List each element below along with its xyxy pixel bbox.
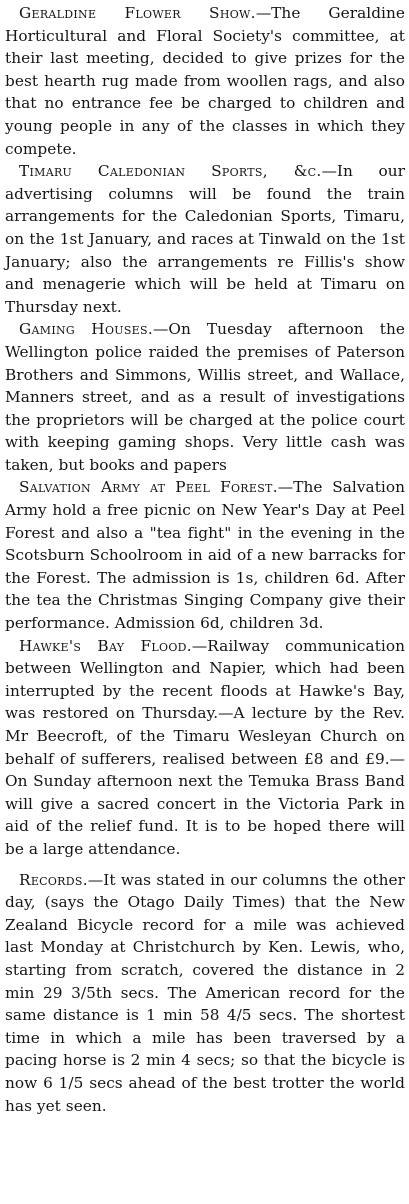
article-heading: Geraldine Flower Show. (19, 4, 256, 22)
article-hawkes-bay-flood (5, 635, 405, 861)
article-body: —The Salvation Army hold a free picnic on New Year's Day at Peel Forest and also a "tea fight" in the evening in the Scotsburn Schoolroom in aid of a new barracks for the Forest. The admission is 1s, children 6d. After the tea the Christmas Singing Company give their performance. Admission 6d, children 3d. (5, 478, 405, 633)
article-body: —It was stated in our columns the other day, (says the Otago Daily Times) that the New Zealand Bicycle record for a mile was achieved last Monday at Christchurch by Ken. Lewis, who, starting from scratch, covered the distance in 2 min 29 3/5th secs. The American record for the same distance is 1 min 58 4/5 secs. The shortest time in which a mile has been traversed by a pacing horse is 2 min 4 secs; so that the bicycle is now 6 1/5 secs ahead of the best trotter the world has yet seen. (5, 870, 405, 1115)
article-heading: Salvation Army at Peel Forest. (19, 478, 278, 497)
article-body: —The Geraldine Horticultural and Floral Society's committee, at their last meeting, decided to give prizes for the best hearth rug made from woollen rags, and also that no entrance fee be charged to children and young people in any of the classes in which they compete. (5, 4, 405, 158)
article-heading: Records. (19, 870, 88, 889)
article-heading: Gaming Houses. (19, 320, 153, 339)
article-gaming-houses (5, 318, 405, 476)
article-heading: Hawke's Bay Flood. (19, 636, 192, 655)
article-body: —In our advertising columns will be found the train arrangements for the Caledonian Sports, Timaru, on the 1st January, and races at Tinwald on the 1st January; also the arrangements re Fillis's show and menagerie which will be held at Timaru on Thursday next. (5, 162, 405, 316)
article-geraldine-flower-show (5, 2, 405, 160)
article-body: —On Tuesday afternoon the Wellington police raided the premises of Paterson Brothers and Simmons, Willis street, and Wallace, Manners street, and as a result of investigations the proprietors will be charged at the police court with keeping gaming shops. Very little cash was taken, but books and papers (5, 320, 405, 474)
article-body: —Railway communication between Wellington and Napier, which had been interrupted by the recent floods at Hawke's Bay, was restored on Thursday.—A lecture by the Rev. Mr Beecroft, of the Timaru Wesleyan Church on behalf of sufferers, realised between £8 and £9.—On Sunday afternoon next the Temuka Brass Band will give a sacred concert in the Victoria Park in aid of the relief fund. It is to be hoped there will be a large attendance. (5, 636, 405, 858)
article-records (5, 869, 405, 1118)
article-heading: Timaru Caledonian Sports, &c. (19, 162, 322, 181)
article-timaru-caledonian-sports (5, 160, 405, 318)
article-salvation-army (5, 476, 405, 634)
